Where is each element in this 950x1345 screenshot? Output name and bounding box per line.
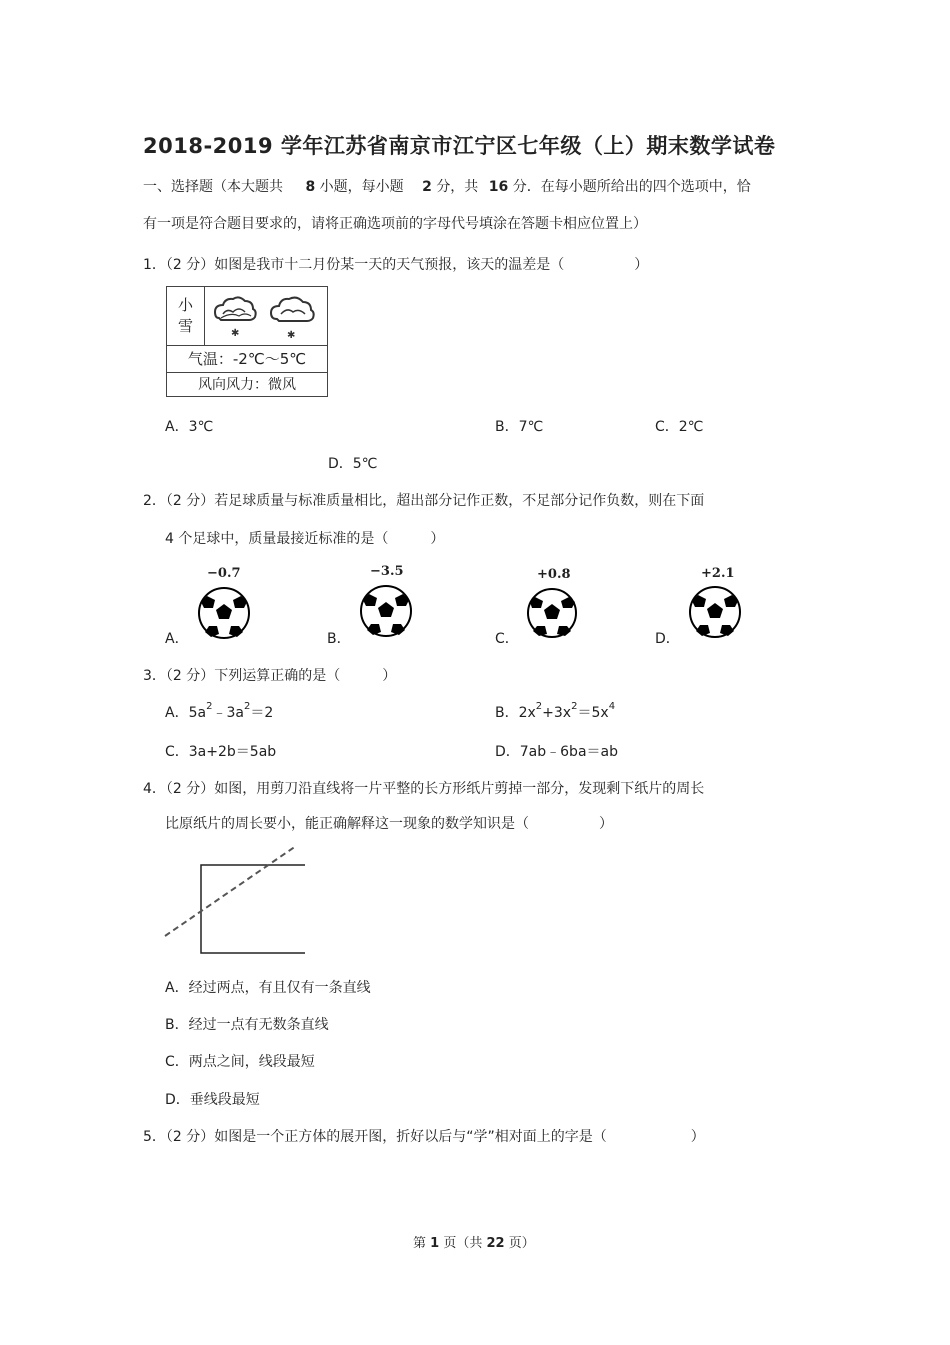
expr-part: ＝5x — [577, 705, 609, 721]
question-1-stem: 1．（2 分）如图是我市十二月份某一天的天气预报，该天的温差是（ ） — [143, 257, 649, 273]
question-2-stem-line2: 4 个足球中，质量最接近标准的是（ ） — [165, 531, 445, 547]
q1-option-c: C．2℃ — [655, 419, 704, 435]
svg-text:✱: ✱ — [287, 330, 296, 340]
weather-icons-row — [167, 287, 327, 346]
expr-part: +3x — [542, 705, 572, 721]
q3-option-b — [495, 702, 615, 722]
q4-option-d: D．垂线段最短 — [165, 1092, 260, 1108]
exponent: 2 — [571, 701, 578, 713]
cut-rectangle-figure — [160, 840, 305, 960]
soccer-ball-icon — [526, 587, 578, 639]
page-number: 1 — [430, 1236, 440, 1251]
q1-option-d: D．5℃ — [328, 456, 378, 472]
section-text: 分，共 — [436, 179, 479, 195]
svg-text:✱: ✱ — [231, 328, 240, 339]
expr-part: ﹣3a — [212, 705, 244, 721]
question-4-stem-line1: 4．（2 分）如图，用剪刀沿直线将一片平整的长方形纸片剪掉一部分，发现剩下纸片的周长 — [143, 781, 705, 797]
page-footer — [413, 1232, 535, 1251]
weather-temperature: 气温：-2℃～5℃ — [167, 346, 327, 373]
q3-option-a — [165, 702, 273, 722]
question-5-stem: 5．（2 分）如图是一个正方体的展开图，折好以后与“学”相对面上的字是（ ） — [143, 1129, 705, 1145]
snow-cloud-icon — [211, 292, 326, 340]
q3-option-c: C．3a+2b＝5ab — [165, 744, 277, 760]
section-text: 一、选择题（本大题共 — [143, 179, 283, 195]
weather-label-char: 小 — [177, 296, 193, 314]
weather-wind: 风向风力：微风 — [198, 377, 296, 393]
exponent: 4 — [608, 701, 616, 713]
expr-part: ＝2 — [250, 705, 274, 721]
soccer-ball-icon — [359, 584, 413, 638]
exponent: 2 — [243, 701, 251, 713]
soccer-ball-icon — [688, 585, 742, 639]
total-points: 16 — [488, 179, 509, 195]
q2-option-a: A． — [165, 631, 189, 647]
q2-option-b: B． — [327, 631, 351, 647]
section-text: 分．在每小题所给出的四个选项中，恰 — [512, 179, 751, 195]
section-text: 小题，每小题 — [319, 179, 404, 195]
points-per-question: 2 — [422, 179, 432, 195]
q1-option-a: A．3℃ — [165, 419, 214, 435]
page-title: 2018-2019 学年江苏省南京市江宁区七年级（上）期末数学试卷 — [143, 134, 776, 158]
soccer-ball-icon — [197, 586, 251, 640]
ball-d-label: +2.1 — [701, 566, 735, 581]
section-instructions-line2: 有一项是符合题目要求的，请将正确选项前的字母代号填涂在答题卡相应位置上） — [143, 216, 647, 232]
weather-label — [167, 287, 205, 345]
section-instructions-line1 — [143, 176, 751, 196]
ball-b-label: −3.5 — [370, 564, 404, 579]
question-3-stem: 3．（2 分）下列运算正确的是（ ） — [143, 668, 397, 684]
q4-option-c: C．两点之间，线段最短 — [165, 1054, 315, 1070]
q4-option-a: A．经过两点，有且仅有一条直线 — [165, 980, 371, 996]
total-pages: 22 — [486, 1236, 505, 1251]
question-4-stem-line2: 比原纸片的周长要小，能正确解释这一现象的数学知识是（ ） — [165, 816, 613, 832]
footer-text: 页（共 — [443, 1236, 483, 1251]
question-count: 8 — [305, 179, 316, 195]
weather-label-char: 雪 — [177, 317, 193, 335]
q2-option-d: D． — [655, 631, 680, 647]
weather-forecast-figure — [166, 286, 328, 397]
ball-a-label: −0.7 — [207, 566, 241, 581]
expr-part: A．5a — [165, 705, 207, 721]
q3-option-d: D．7ab﹣6ba＝ab — [495, 744, 618, 760]
q4-option-b: B．经过一点有无数条直线 — [165, 1017, 329, 1033]
question-2-stem-line1: 2．（2 分）若足球质量与标准质量相比，超出部分记作正数，不足部分记作负数，则在下面 — [143, 493, 705, 509]
footer-text: 页） — [508, 1236, 535, 1251]
q1-option-b: B．7℃ — [495, 419, 544, 435]
q2-option-c: C． — [495, 631, 519, 647]
exponent: 2 — [535, 701, 543, 713]
expr-part: B．2x — [495, 705, 536, 721]
exponent: 2 — [206, 701, 213, 713]
ball-c-label: +0.8 — [537, 567, 571, 582]
footer-text: 第 — [413, 1236, 427, 1251]
